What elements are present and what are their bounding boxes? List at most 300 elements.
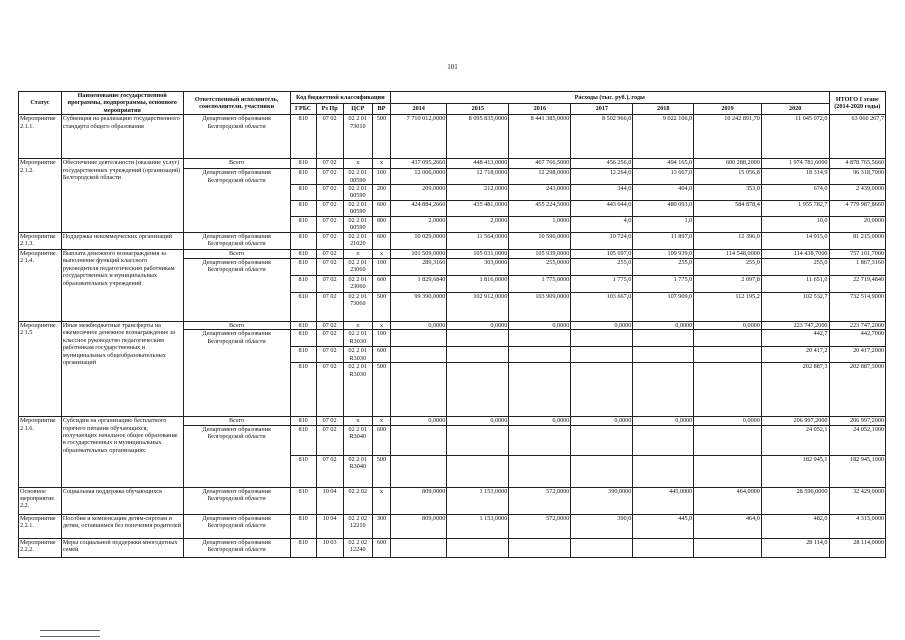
cell-year-value: 24 052,1	[761, 425, 829, 455]
cell-year-value	[447, 455, 509, 487]
row-name: Обеспечение деятельности (оказание услуг) государственных учреждений (организаций) Белгородской области	[61, 159, 183, 233]
cell-year-value	[509, 347, 571, 363]
row-status: Мероприятие 2.1.1.	[19, 115, 62, 159]
cell-year-value: 8 095 835,0000	[447, 115, 509, 159]
table-row	[19, 159, 886, 169]
cell-year-value: 0,0000	[633, 417, 694, 425]
cell-year-value: 209,0000	[390, 185, 446, 201]
cell-year-value: 103 667,0	[571, 293, 633, 322]
cell-year-value	[633, 347, 694, 363]
cell-year-value: 494 165,0	[633, 159, 694, 169]
cell-year-value: 448 413,0000	[447, 159, 509, 169]
cell-grbs: 810	[290, 276, 316, 293]
cell-total: 4 779 987,8660	[829, 201, 885, 217]
cell-grbs: 810	[290, 538, 316, 557]
cell-year-value: 255,0	[633, 259, 694, 276]
cell-vr: 500	[372, 363, 390, 417]
cell-year-value	[571, 363, 633, 417]
cell-year-value	[509, 330, 571, 347]
row-status: Мероприятие 2.1.2.	[19, 159, 62, 233]
cell-year-value: 103 909,0000	[509, 293, 571, 322]
cell-total: 202 887,3000	[829, 363, 885, 417]
cell-year-value	[633, 538, 694, 557]
cell-year-value	[571, 347, 633, 363]
cell-csr: 02 2 01 73060	[343, 293, 372, 322]
cell-year-value	[633, 425, 694, 455]
cell-year-value: 0,0000	[390, 417, 446, 425]
cell-year-value: 0,0000	[633, 322, 694, 330]
cell-year-value: 10 029,0000	[390, 233, 446, 250]
row-name: Иные межбюджетные трансферты на ежемесячное денежное вознаграждение за классное руководство педагогическим работникам государственных и муниципальных общеобразовательных организаций	[61, 322, 183, 417]
cell-year-value	[447, 363, 509, 417]
cell-rzpr: 10 04	[316, 514, 343, 538]
cell-year-value: 255,0000	[509, 259, 571, 276]
cell-year-value	[633, 330, 694, 347]
cell-vr: 100	[372, 259, 390, 276]
table-row	[19, 250, 886, 259]
cell-grbs: 810	[290, 363, 316, 417]
cell-rzpr: 10 04	[316, 487, 343, 514]
header-grbs: ГРБС	[290, 103, 316, 115]
cell-total: 757 101,7000	[829, 250, 885, 259]
table-row	[19, 514, 886, 538]
cell-year-value: 12 298,0000	[509, 169, 571, 185]
cell-year-value: 9 022 106,0	[633, 115, 694, 159]
cell-year-value: 443 644,0	[571, 201, 633, 217]
cell-year-value: 572,0000	[509, 487, 571, 514]
cell-year-value	[694, 347, 762, 363]
row-responsible: Всего	[183, 159, 290, 169]
row-responsible: Департамент образования Белгородской области	[183, 259, 290, 322]
cell-year-value: 600 288,2000	[694, 159, 762, 169]
cell-csr: 02 2 02 12210	[343, 514, 372, 538]
row-responsible: Департамент образования Белгородской области	[183, 487, 290, 514]
cell-year-value	[694, 538, 762, 557]
cell-grbs: 810	[290, 185, 316, 201]
cell-year-value: 112 195,2	[694, 293, 762, 322]
cell-csr: 02 2 01 R3040	[343, 455, 372, 487]
row-status: Мероприятие 2.1.5	[19, 322, 62, 417]
cell-year-value: 20 417,2	[761, 347, 829, 363]
cell-year-value: 206 997,2000	[761, 417, 829, 425]
cell-grbs: 810	[290, 293, 316, 322]
cell-year-value: 404,0	[633, 185, 694, 201]
table-body	[19, 115, 886, 557]
cell-csr: 02 2 01 R3030	[343, 330, 372, 347]
row-responsible: Департамент образования Белгородской области	[183, 330, 290, 417]
cell-year-value: 1 775,0	[633, 276, 694, 293]
header-year: 2017	[571, 103, 633, 115]
cell-grbs: 810	[290, 217, 316, 233]
header-year: 2014	[390, 103, 446, 115]
cell-year-value	[390, 330, 446, 347]
cell-year-value: 0,0000	[509, 417, 571, 425]
cell-rzpr: 07 02	[316, 417, 343, 425]
table-row	[19, 322, 886, 330]
cell-year-value: 0,0000	[447, 417, 509, 425]
header-vr: ВР	[372, 103, 390, 115]
cell-year-value: 10 724,0	[571, 233, 633, 250]
cell-year-value	[447, 347, 509, 363]
cell-year-value	[571, 455, 633, 487]
cell-csr: 02 2 02 12240	[343, 538, 372, 557]
cell-year-value: 255,0	[571, 259, 633, 276]
cell-year-value: 480 093,0	[633, 201, 694, 217]
cell-year-value: 12 006,0000	[390, 169, 446, 185]
row-status: Мероприятие 2.1.6.	[19, 417, 62, 487]
header-year: 2019	[694, 103, 762, 115]
cell-year-value	[571, 330, 633, 347]
cell-year-value: 114 548,0000	[694, 250, 762, 259]
table-row	[19, 417, 886, 425]
cell-rzpr: 07 02	[316, 347, 343, 363]
cell-year-value	[390, 425, 446, 455]
cell-csr: х	[343, 417, 372, 425]
cell-csr: 02 2 01 00590	[343, 217, 372, 233]
cell-rzpr: 07 02	[316, 115, 343, 159]
header-name: Наименование государственной программы, подпрограммы, основного мероприятия	[61, 92, 183, 115]
row-name: Субвенция на реализацию государственного стандарта общего образования	[61, 115, 183, 159]
cell-year-value: 674,0	[761, 185, 829, 201]
table-row	[19, 487, 886, 514]
cell-year-value: 202 887,3	[761, 363, 829, 417]
header-rzpr: Рз Пр	[316, 103, 343, 115]
table-row	[19, 538, 886, 557]
cell-year-value: 102 532,7	[761, 293, 829, 322]
cell-rzpr: 07 02	[316, 425, 343, 455]
cell-year-value: 482,0	[761, 514, 829, 538]
cell-year-value	[694, 425, 762, 455]
cell-year-value	[390, 538, 446, 557]
cell-rzpr: 07 02	[316, 259, 343, 276]
cell-year-value: 435 481,0000	[447, 201, 509, 217]
cell-vr: х	[372, 487, 390, 514]
row-responsible: Всего	[183, 417, 290, 425]
cell-vr: 500	[372, 455, 390, 487]
row-name: Выплата денежного вознаграждения за выполнение функций классного руководителя педагогическим работникам государственных и муниципальных образовательных учреждений	[61, 250, 183, 322]
cell-year-value: 223 747,2000	[761, 322, 829, 330]
cell-year-value: 18 314,9	[761, 169, 829, 185]
header-year: 2016	[509, 103, 571, 115]
footnote-line	[40, 630, 100, 631]
cell-year-value	[694, 363, 762, 417]
cell-year-value: 289,3160	[390, 259, 446, 276]
cell-year-value: 584 878,4	[694, 201, 762, 217]
cell-year-value	[447, 425, 509, 455]
cell-year-value: 243,0000	[509, 185, 571, 201]
cell-total: 96 318,7000	[829, 169, 885, 185]
cell-rzpr: 07 02	[316, 159, 343, 169]
cell-year-value: 303,0000	[447, 259, 509, 276]
cell-year-value: 107 909,0	[633, 293, 694, 322]
table-header	[19, 92, 886, 115]
header-year: 2015	[447, 103, 509, 115]
page-number: 101	[447, 63, 458, 71]
cell-vr: 300	[372, 514, 390, 538]
cell-grbs: 810	[290, 159, 316, 169]
row-name: Меры социальной поддержки многодетных семей	[61, 538, 183, 557]
cell-rzpr: 07 02	[316, 276, 343, 293]
cell-total: 182 945,1000	[829, 455, 885, 487]
cell-vr: 600	[372, 276, 390, 293]
row-status: Основное мероприятие 2.2.	[19, 487, 62, 514]
cell-year-value: 445,0000	[633, 487, 694, 514]
cell-year-value	[390, 455, 446, 487]
cell-csr: 02 2 01 00590	[343, 169, 372, 185]
cell-grbs: 810	[290, 233, 316, 250]
cell-year-value: 1 153,0000	[447, 514, 509, 538]
cell-year-value: 15 056,8	[694, 169, 762, 185]
cell-year-value: 1,0000	[509, 217, 571, 233]
header-status: Статус	[19, 92, 62, 115]
cell-total: 20 417,2000	[829, 347, 885, 363]
cell-rzpr: 07 02	[316, 330, 343, 347]
cell-rzpr: 07 02	[316, 322, 343, 330]
cell-vr: 500	[372, 293, 390, 322]
cell-year-value	[390, 347, 446, 363]
cell-vr: 100	[372, 330, 390, 347]
row-responsible: Департамент образования Белгородской области	[183, 538, 290, 557]
cell-year-value: 445,0	[633, 514, 694, 538]
cell-year-value: 99 390,0000	[390, 293, 446, 322]
header-responsible: Ответственный исполнитель, соисполнители, участники	[183, 92, 290, 115]
cell-year-value	[633, 455, 694, 487]
cell-year-value: 28 114,0	[761, 538, 829, 557]
cell-year-value: 1 974 781,6000	[761, 159, 829, 169]
cell-grbs: 810	[290, 201, 316, 217]
cell-year-value: 10 590,0000	[509, 233, 571, 250]
row-status: Мероприятие 2.1.3.	[19, 233, 62, 250]
cell-year-value: 1 955 782,7	[761, 201, 829, 217]
cell-csr: 02 2 01 00590	[343, 201, 372, 217]
cell-grbs: 810	[290, 115, 316, 159]
row-status: Мероприятие 2.1.4.	[19, 250, 62, 322]
header-year: 2018	[633, 103, 694, 115]
cell-year-value: 10,0	[761, 217, 829, 233]
cell-year-value: 11 564,0000	[447, 233, 509, 250]
cell-year-value: 2,0000	[390, 217, 446, 233]
cell-grbs: 810	[290, 322, 316, 330]
cell-year-value: 0,0000	[571, 322, 633, 330]
cell-year-value: 105 031,0000	[447, 250, 509, 259]
cell-vr: х	[372, 417, 390, 425]
cell-total: 2 439,0000	[829, 185, 885, 201]
table-row	[19, 233, 886, 250]
header-csr: ЦСР	[343, 103, 372, 115]
cell-year-value	[509, 363, 571, 417]
cell-vr: 600	[372, 425, 390, 455]
cell-csr: 02 2 01 R3040	[343, 425, 372, 455]
cell-csr: 02 2 01 73010	[343, 115, 372, 159]
cell-year-value: 424 884,2660	[390, 201, 446, 217]
row-name: Поддержка некоммерческих организаций	[61, 233, 183, 250]
header-total: ИТОГО I этапе (2014-2020 годы)	[829, 92, 885, 115]
cell-year-value: 809,0000	[390, 514, 446, 538]
cell-vr: х	[372, 250, 390, 259]
cell-year-value: 105 939,0000	[509, 250, 571, 259]
cell-rzpr: 07 02	[316, 233, 343, 250]
cell-rzpr: 07 02	[316, 185, 343, 201]
cell-year-value: 8 502 966,0	[571, 115, 633, 159]
cell-year-value: 1 775,0	[571, 276, 633, 293]
cell-year-value: 109 939,0	[633, 250, 694, 259]
cell-year-value: 14 015,0	[761, 233, 829, 250]
cell-year-value: 8 441 385,0000	[509, 115, 571, 159]
header-budget-code: Код бюджетной классификации	[290, 92, 390, 104]
cell-year-value: 353,0	[694, 185, 762, 201]
cell-year-value: 390,0000	[571, 487, 633, 514]
cell-year-value: 12 396,0	[694, 233, 762, 250]
row-responsible: Департамент образования Белгородской области	[183, 115, 290, 159]
cell-year-value: 114 438,7000	[761, 250, 829, 259]
cell-total: 81 215,0000	[829, 233, 885, 250]
cell-rzpr: 07 02	[316, 455, 343, 487]
cell-year-value: 182 945,1	[761, 455, 829, 487]
cell-csr: 02 2 01 R3030	[343, 347, 372, 363]
cell-year-value	[571, 425, 633, 455]
cell-grbs: 810	[290, 330, 316, 347]
cell-vr: 600	[372, 201, 390, 217]
cell-year-value: 105 697,0	[571, 250, 633, 259]
cell-rzpr: 07 02	[316, 217, 343, 233]
cell-rzpr: 07 02	[316, 363, 343, 417]
cell-year-value: 11 897,0	[633, 233, 694, 250]
cell-year-value	[571, 538, 633, 557]
cell-year-value: 0,0000	[694, 417, 762, 425]
cell-year-value: 28 596,0000	[761, 487, 829, 514]
cell-year-value	[694, 217, 762, 233]
cell-total: 63 060 267,7	[829, 115, 885, 159]
cell-year-value: 442,7	[761, 330, 829, 347]
cell-year-value	[509, 538, 571, 557]
cell-year-value: 455 224,5000	[509, 201, 571, 217]
cell-rzpr: 07 02	[316, 250, 343, 259]
cell-year-value	[447, 330, 509, 347]
cell-year-value: 2,0000	[447, 217, 509, 233]
cell-total: 442,7000	[829, 330, 885, 347]
cell-grbs: 810	[290, 487, 316, 514]
cell-year-value: 467 766,5000	[509, 159, 571, 169]
cell-year-value: 0,0000	[447, 322, 509, 330]
cell-year-value: 1 153,0000	[447, 487, 509, 514]
cell-rzpr: 07 02	[316, 169, 343, 185]
cell-csr: х	[343, 159, 372, 169]
row-responsible: Департамент образования Белгородской области	[183, 169, 290, 233]
cell-vr: 800	[372, 217, 390, 233]
cell-year-value	[633, 363, 694, 417]
cell-year-value: 456 256,0	[571, 159, 633, 169]
row-status: Мероприятие 2.2.2.	[19, 538, 62, 557]
cell-year-value: 437 095,2660	[390, 159, 446, 169]
cell-year-value: 1 775,0000	[509, 276, 571, 293]
cell-year-value: 212,0000	[447, 185, 509, 201]
cell-csr: 02 2 01 23060	[343, 259, 372, 276]
cell-grbs: 810	[290, 425, 316, 455]
cell-total: 206 997,2000	[829, 417, 885, 425]
cell-rzpr: 07 02	[316, 201, 343, 217]
cell-year-value: 12 264,0	[571, 169, 633, 185]
cell-year-value	[694, 455, 762, 487]
cell-year-value: 464,0	[694, 514, 762, 538]
cell-vr: х	[372, 159, 390, 169]
cell-year-value	[694, 330, 762, 347]
cell-total: 4 878 765,5660	[829, 159, 885, 169]
cell-year-value: 2 097,8	[694, 276, 762, 293]
cell-vr: 600	[372, 347, 390, 363]
cell-year-value: 464,0000	[694, 487, 762, 514]
cell-total: 32 429,0000	[829, 487, 885, 514]
row-status: Мероприятие 2.2.1.	[19, 514, 62, 538]
footnote-line	[40, 636, 100, 637]
cell-rzpr: 10 03	[316, 538, 343, 557]
row-responsible: Департамент образования Белгородской области	[183, 233, 290, 250]
cell-vr: 600	[372, 538, 390, 557]
cell-vr: х	[372, 322, 390, 330]
row-name: Субсидии на организацию бесплатного горячего питания обучающихся, получающих начальное общее образование в государственных и муниципальных образовательных организациях	[61, 417, 183, 487]
row-responsible: Департамент образования Белгородской области	[183, 425, 290, 487]
cell-rzpr: 07 02	[316, 293, 343, 322]
cell-csr: 02 2 01 21020	[343, 233, 372, 250]
cell-year-value: 4,0	[571, 217, 633, 233]
cell-total: 20,0000	[829, 217, 885, 233]
cell-year-value: 7 710 012,0000	[390, 115, 446, 159]
cell-year-value: 255,0	[761, 259, 829, 276]
cell-csr: 02 2 01 23060	[343, 276, 372, 293]
cell-csr: 02 2 02	[343, 487, 372, 514]
cell-grbs: 810	[290, 250, 316, 259]
cell-vr: 200	[372, 185, 390, 201]
cell-year-value: 1,0	[633, 217, 694, 233]
row-name: Пособия и компенсации детям-сиротам и детям, оставшимся без попечения родителей	[61, 514, 183, 538]
cell-year-value: 11 651,0	[761, 276, 829, 293]
table-row	[19, 115, 886, 159]
cell-total: 4 315,0000	[829, 514, 885, 538]
cell-year-value: 1 816,0000	[447, 276, 509, 293]
cell-grbs: 810	[290, 347, 316, 363]
row-name: Социальная поддержка обучающихся	[61, 487, 183, 514]
row-responsible: Департамент образования Белгородской области	[183, 514, 290, 538]
cell-year-value: 572,0000	[509, 514, 571, 538]
cell-year-value	[447, 538, 509, 557]
cell-grbs: 810	[290, 417, 316, 425]
cell-year-value: 1 829,6840	[390, 276, 446, 293]
cell-year-value: 809,0000	[390, 487, 446, 514]
cell-year-value: 344,0	[571, 185, 633, 201]
cell-csr: х	[343, 322, 372, 330]
cell-year-value	[509, 425, 571, 455]
expenses-table	[18, 91, 886, 558]
cell-year-value	[390, 363, 446, 417]
cell-grbs: 810	[290, 455, 316, 487]
cell-grbs: 810	[290, 259, 316, 276]
cell-total: 1 867,3160	[829, 259, 885, 276]
cell-year-value: 101 509,0000	[390, 250, 446, 259]
cell-total: 732 514,9000	[829, 293, 885, 322]
cell-grbs: 810	[290, 514, 316, 538]
cell-total: 223 747,2000	[829, 322, 885, 330]
cell-year-value: 102 912,0000	[447, 293, 509, 322]
cell-year-value: 13 667,0	[633, 169, 694, 185]
cell-year-value: 390,0	[571, 514, 633, 538]
cell-year-value: 0,0000	[571, 417, 633, 425]
row-responsible: Всего	[183, 322, 290, 330]
cell-year-value: 0,0000	[390, 322, 446, 330]
cell-year-value: 255,0	[694, 259, 762, 276]
cell-csr: х	[343, 250, 372, 259]
cell-year-value: 0,0000	[694, 322, 762, 330]
cell-year-value: 0,0000	[509, 322, 571, 330]
cell-total: 28 114,0000	[829, 538, 885, 557]
